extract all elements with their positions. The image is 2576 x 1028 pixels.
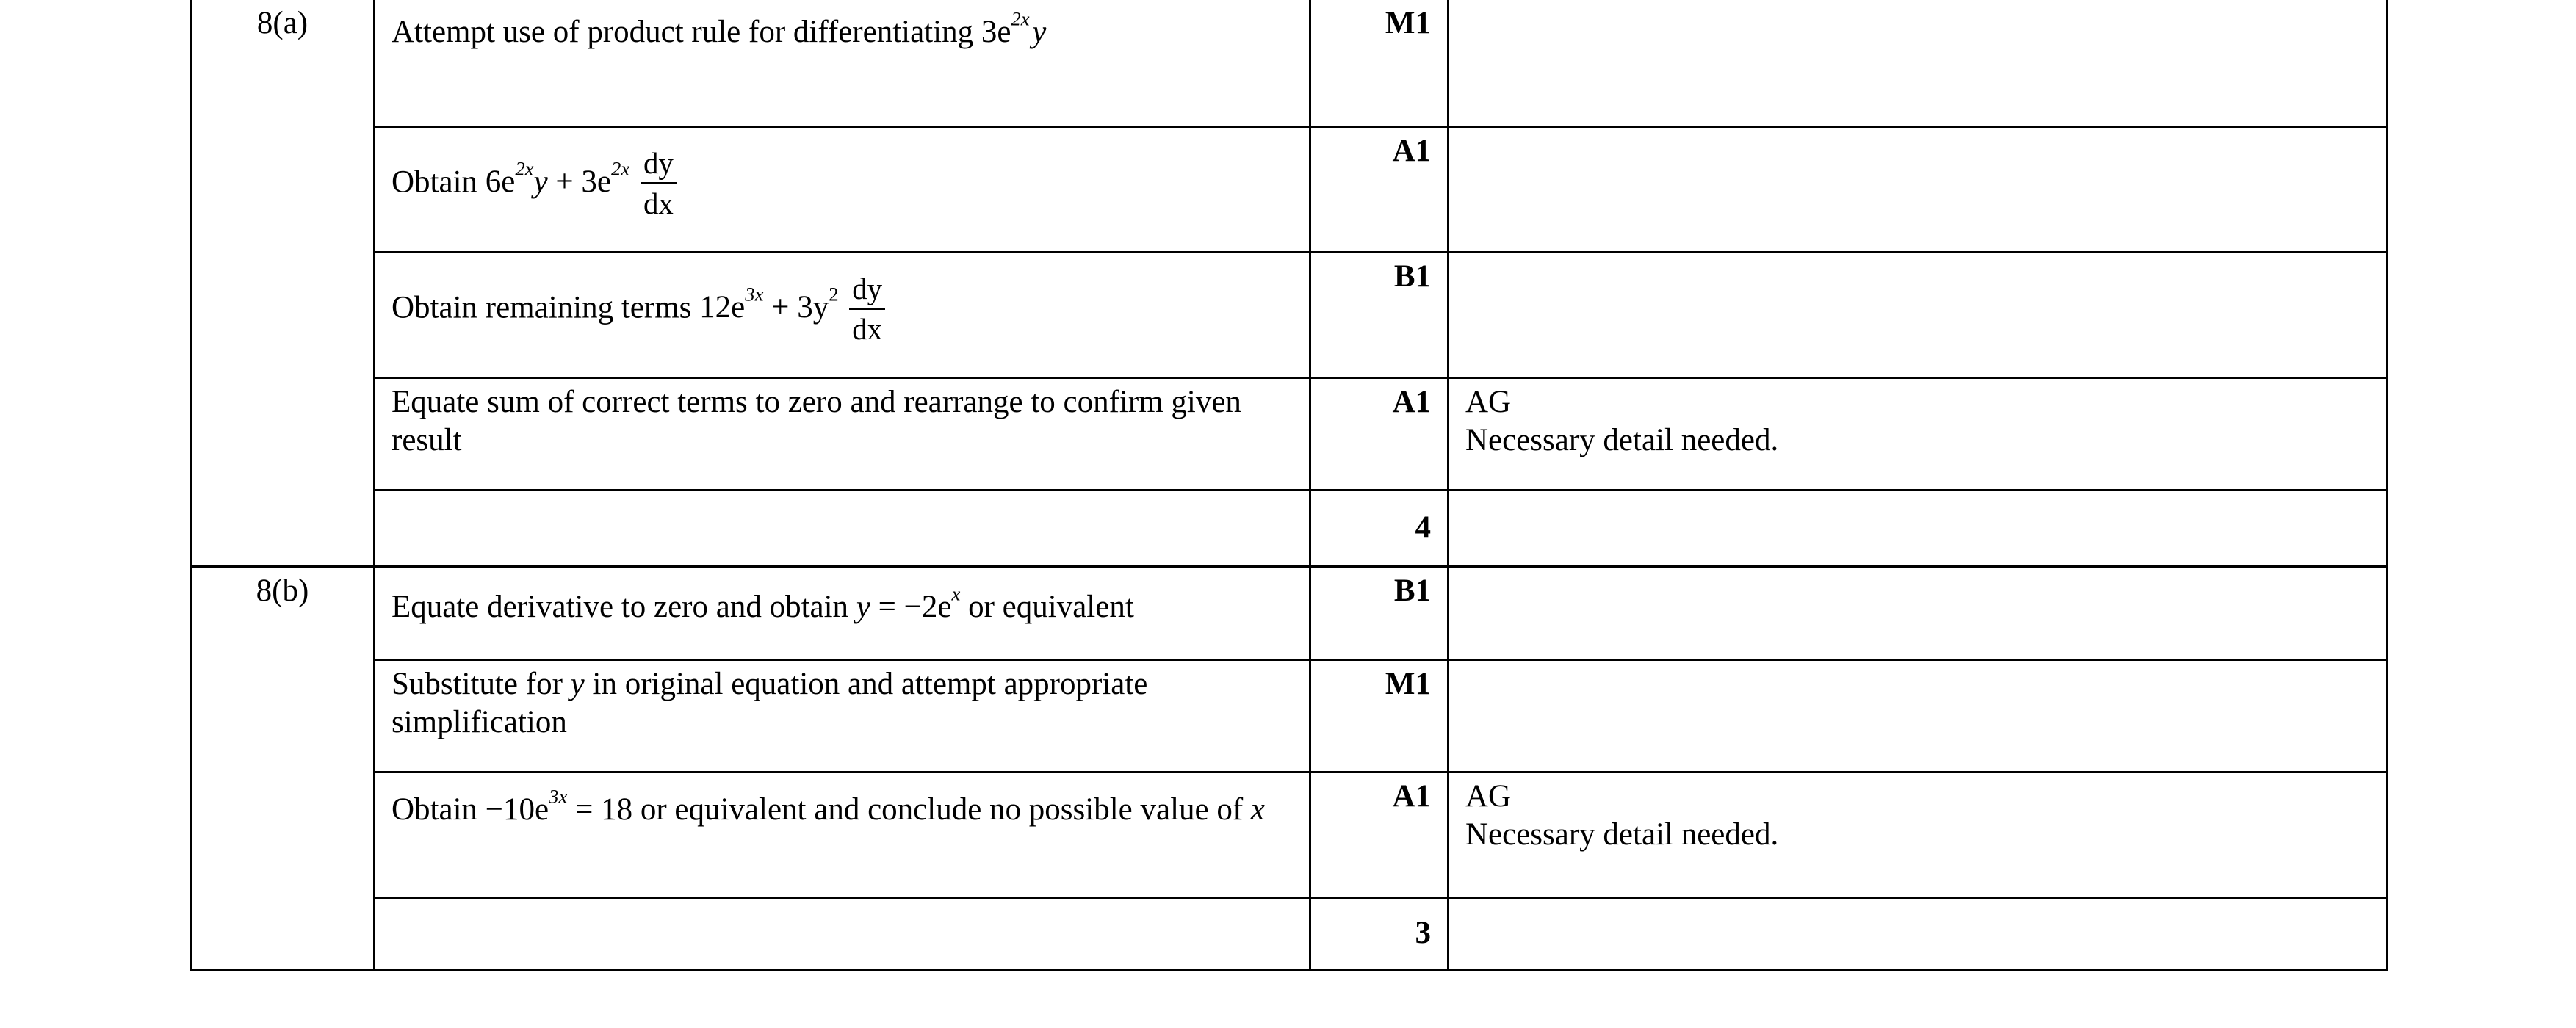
mark-code: M1 [1385, 666, 1431, 701]
answer-cell [375, 772, 1310, 897]
mark-cell [1310, 490, 1448, 566]
guidance-cell [1448, 659, 2387, 772]
math-expression: $-10e^{3x} = 18$ [485, 784, 633, 827]
guidance-note: Necessary detail needed. [1465, 817, 1779, 852]
question-label-cell [191, 566, 375, 969]
guidance-ag: AG [1465, 778, 1512, 814]
mark-cell [1310, 897, 1448, 969]
answer-text: Attempt use of product rule for differentiating $3e^{2x}$ y [392, 7, 1047, 49]
question-label-cell [191, 0, 375, 566]
answer-cell [375, 490, 1310, 566]
mark-cell [1310, 377, 1448, 490]
mark-row [191, 659, 2387, 772]
question-label: 8(b) [256, 573, 309, 608]
total-marks: 4 [1415, 510, 1431, 545]
guidance-cell [1448, 126, 2387, 252]
mark-code: B1 [1393, 573, 1431, 608]
answer-text: Substitute for y in original equation and attempt appropriate simplification [392, 666, 1148, 739]
mark-row [191, 126, 2387, 252]
answer-cell [375, 126, 1310, 252]
guidance-cell [1448, 566, 2387, 659]
mark-row [191, 0, 2387, 126]
mark-cell [1310, 772, 1448, 897]
mark-row [191, 772, 2387, 897]
guidance-ag: AG [1465, 384, 1512, 419]
answer-text: Obtain $-10e^{3x} = 18$ or equivalent and conclude no possible value of x [392, 784, 1266, 827]
math-expression: $y = -2e^x$ [856, 582, 961, 624]
mark-cell [1310, 566, 1448, 659]
total-row [191, 897, 2387, 969]
mark-row [191, 566, 2387, 659]
guidance-cell [1448, 0, 2387, 126]
mark-scheme-table [190, 0, 2388, 971]
mark-cell [1310, 659, 1448, 772]
mark-cell [1310, 126, 1448, 252]
mark-row [191, 377, 2387, 490]
answer-text: Equate sum of correct terms to zero and rearrange to confirm given result [392, 384, 1241, 457]
mark-code: A1 [1392, 778, 1431, 814]
guidance-cell [1448, 252, 2387, 377]
answer-cell [375, 0, 1310, 126]
answer-text: Obtain remaining terms $12e^{3x} + 3y^2$ $\frac{dy}{dx}$ [392, 274, 888, 347]
answer-cell [375, 566, 1310, 659]
answer-cell [375, 897, 1310, 969]
mark-code: A1 [1392, 384, 1431, 419]
answer-cell [375, 377, 1310, 490]
guidance-cell [1448, 772, 2387, 897]
total-row [191, 490, 2387, 566]
mark-cell [1310, 252, 1448, 377]
math-expression: $3e^{2x}$ y [981, 7, 1047, 49]
total-marks: 3 [1415, 915, 1431, 950]
mark-code: A1 [1392, 133, 1431, 168]
derivative-fraction: $\frac{dy}{dx}$ [849, 274, 885, 347]
answer-cell [375, 252, 1310, 377]
answer-text: Obtain $6e^{2x}y + 3e^{2x}$ $\frac{dy}{dx}$ [392, 148, 679, 221]
guidance-note: Necessary detail needed. [1465, 422, 1779, 457]
mark-row [191, 252, 2387, 377]
mark-code: B1 [1393, 258, 1431, 294]
math-expression: $12e^{3x} + 3y^2$ $\frac{dy}{dx}$ [699, 290, 888, 325]
answer-text: Equate derivative to zero and obtain $y = -2e^x$ or equivalent [392, 582, 1134, 624]
derivative-fraction: $\frac{dy}{dx}$ [641, 148, 677, 221]
guidance-cell [1448, 897, 2387, 969]
answer-cell [375, 659, 1310, 772]
mark-code: M1 [1385, 6, 1431, 40]
guidance-cell [1448, 377, 2387, 490]
guidance-cell [1448, 490, 2387, 566]
question-label: 8(a) [256, 6, 309, 40]
math-expression: $6e^{2x}y + 3e^{2x}$ $\frac{dy}{dx}$ [486, 164, 679, 199]
mark-cell [1310, 0, 1448, 126]
